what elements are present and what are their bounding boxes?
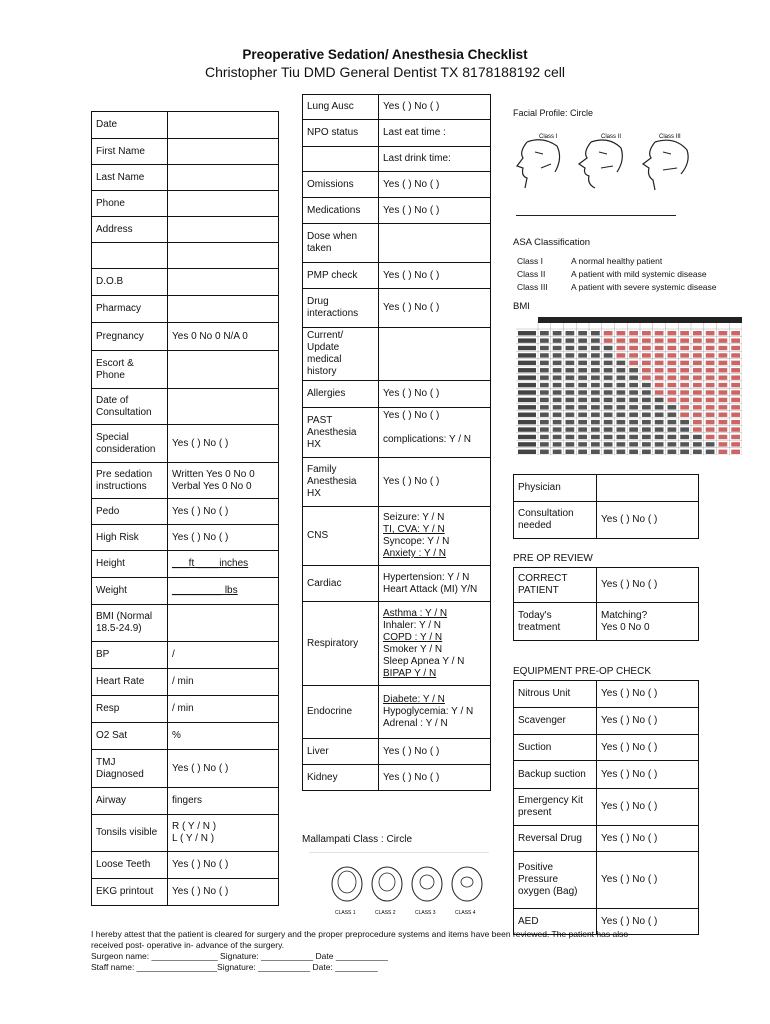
patient-info-label: BMI (Normal 18.5-24.9) (92, 605, 168, 642)
patient-info-value-field[interactable] (168, 165, 279, 191)
patient-info-value-field[interactable]: Yes ( ) No ( ) (168, 425, 279, 463)
history-row (303, 566, 491, 602)
history-value-field[interactable]: Yes ( ) No ( ) (379, 263, 491, 289)
history-label: Endocrine (303, 686, 379, 739)
facial-class-3-label: Class III (659, 134, 681, 140)
preop-row (514, 603, 699, 641)
patient-info-label: Loose Teeth (92, 852, 168, 879)
history-label: Current/ Update medical history (303, 328, 379, 381)
patient-info-row (92, 578, 279, 605)
equipment-row (514, 789, 699, 826)
history-row (303, 95, 491, 120)
patient-info-row (92, 463, 279, 499)
equipment-label: Suction (514, 735, 597, 761)
equipment-value-field[interactable]: Yes ( ) No ( ) (597, 681, 699, 708)
patient-info-label: Airway (92, 788, 168, 815)
history-row (303, 458, 491, 507)
asa-title: ASA Classification (513, 237, 591, 248)
patient-info-row (92, 642, 279, 669)
equipment-label: AED (514, 909, 597, 935)
patient-info-label: BP (92, 642, 168, 669)
facial-class-2-label: Class II (601, 134, 622, 140)
patient-info-value-field[interactable] (168, 191, 279, 217)
patient-info-row (92, 788, 279, 815)
asa-class: Class I (517, 256, 543, 266)
history-label (303, 147, 379, 172)
history-label: Allergies (303, 381, 379, 408)
surgeon-signature-line: Surgeon name: ______________ Signature: ___________ Date ___________ (91, 951, 388, 961)
history-value-field[interactable]: Yes ( ) No ( ) (379, 765, 491, 791)
facial-profile-figure (513, 128, 701, 196)
patient-info-label: Heart Rate (92, 669, 168, 696)
patient-info-row (92, 696, 279, 723)
history-row (303, 147, 491, 172)
patient-info-row (92, 605, 279, 642)
form-subtitle: Christopher Tiu DMD General Dentist TX 8178188192 cell (204, 64, 566, 80)
history-label: Dose when taken (303, 224, 379, 263)
history-label: CNS (303, 507, 379, 566)
equipment-value-field[interactable]: Yes ( ) No ( ) (597, 852, 699, 909)
history-label: NPO status (303, 120, 379, 147)
patient-info-label: EKG printout (92, 879, 168, 906)
asa-row (517, 255, 717, 268)
mallampati-mouth-1 (332, 867, 362, 916)
history-row (303, 381, 491, 408)
asa-row (517, 268, 717, 281)
patient-info-row (92, 879, 279, 906)
patient-info-label: Escort & Phone (92, 351, 168, 389)
patient-info-value-field[interactable] (168, 296, 279, 323)
patient-info-row (92, 525, 279, 551)
patient-info-row (92, 351, 279, 389)
history-label: Omissions (303, 172, 379, 198)
patient-info-value-field[interactable]: Written Yes 0 No 0 Verbal Yes 0 No 0 (168, 463, 279, 499)
history-row (303, 602, 491, 686)
patient-info-row (92, 165, 279, 191)
history-value-field[interactable]: Yes ( ) No ( ) (379, 198, 491, 224)
history-label: Family Anesthesia HX (303, 458, 379, 507)
history-value-field[interactable]: Yes ( ) No ( ) (379, 95, 491, 120)
asa-class: Class II (517, 269, 546, 279)
history-value-field[interactable]: Last eat time : (379, 120, 491, 147)
facial-profile-line (516, 215, 676, 216)
attestation-line-2: received post- operative in- advance of the surgery. (91, 940, 285, 950)
history-label: Kidney (303, 765, 379, 791)
patient-info-value-field[interactable]: / min (168, 669, 279, 696)
mallampati-figure (309, 852, 489, 916)
history-row (303, 263, 491, 289)
patient-info-value-field[interactable] (168, 243, 279, 269)
patient-info-value-field[interactable] (168, 139, 279, 165)
mallampati-mouth-4 (452, 867, 482, 916)
patient-info-row (92, 852, 279, 879)
patient-info-value-field[interactable] (168, 389, 279, 425)
mallampati-class-label: CLASS 2 (375, 910, 396, 916)
form-title: Preoperative Sedation/ Anesthesia Checklist (242, 47, 528, 62)
patient-info-value-field[interactable]: % (168, 723, 279, 750)
history-row (303, 289, 491, 328)
patient-info-value-field[interactable] (168, 269, 279, 296)
bmi-label: BMI (513, 301, 530, 312)
history-row (303, 328, 491, 381)
history-value-field[interactable]: Asthma : Y / N Inhaler: Y / N COPD : Y / N Smoker Y / N Sleep Apnea Y / N BIPAP Y / N (379, 602, 491, 686)
patient-info-label: Pharmacy (92, 296, 168, 323)
asa-desc: A normal healthy patient (571, 256, 663, 266)
history-row (303, 765, 491, 791)
physician-label: Consultation needed (514, 502, 597, 539)
physician-label: Physician (514, 475, 597, 502)
patient-info-value-field[interactable]: / min (168, 696, 279, 723)
patient-info-row (92, 191, 279, 217)
bmi-chart-image (516, 317, 742, 455)
patient-info-label: Pregnancy (92, 323, 168, 351)
patient-info-value-field[interactable]: ___ft ____inches (168, 551, 279, 578)
history-value-field[interactable]: Yes ( ) No ( ) (379, 381, 491, 408)
patient-info-label: Address (92, 217, 168, 243)
asa-class: Class III (517, 282, 548, 292)
patient-info-value-field[interactable]: R ( Y / N ) L ( Y / N ) (168, 815, 279, 852)
patient-info-value-field[interactable] (168, 112, 279, 139)
equipment-label: Nitrous Unit (514, 681, 597, 708)
patient-info-row (92, 389, 279, 425)
patient-info-value-field[interactable]: fingers (168, 788, 279, 815)
equipment-row (514, 681, 699, 708)
history-row (303, 198, 491, 224)
physician-table (513, 474, 699, 539)
history-value-field[interactable] (379, 224, 491, 263)
history-label: Medications (303, 198, 379, 224)
equipment-row (514, 761, 699, 789)
history-value-field[interactable]: Diabete: Y / N Hypoglycemia: Y / N Adrenal : Y / N (379, 686, 491, 739)
equipment-check-table (513, 680, 699, 935)
patient-info-row (92, 323, 279, 351)
history-label: Drug interactions (303, 289, 379, 328)
patient-info-value-field[interactable]: Yes ( ) No ( ) (168, 499, 279, 525)
patient-info-label (92, 243, 168, 269)
history-value-field[interactable]: Yes ( ) No ( ) (379, 172, 491, 198)
patient-info-row (92, 723, 279, 750)
history-value-field[interactable]: Hypertension: Y / N Heart Attack (MI) Y/N (379, 566, 491, 602)
attestation-footer (91, 929, 691, 973)
history-row (303, 739, 491, 765)
preop-label: CORRECT PATIENT (514, 568, 597, 603)
history-label: Respiratory (303, 602, 379, 686)
history-label: PMP check (303, 263, 379, 289)
patient-info-label: Phone (92, 191, 168, 217)
history-value-field[interactable]: Last drink time: (379, 147, 491, 172)
patient-info-row (92, 296, 279, 323)
equipment-row (514, 852, 699, 909)
preop-value-field[interactable]: Yes ( ) No ( ) (597, 568, 699, 603)
equipment-value-field[interactable]: Yes ( ) No ( ) (597, 761, 699, 789)
patient-info-label: Resp (92, 696, 168, 723)
patient-info-label: Weight (92, 578, 168, 605)
asa-list (517, 255, 717, 294)
history-row (303, 224, 491, 263)
history-label: Liver (303, 739, 379, 765)
patient-info-label: Pedo (92, 499, 168, 525)
patient-info-row (92, 425, 279, 463)
equipment-label: Backup suction (514, 761, 597, 789)
asa-desc: A patient with mild systemic disease (571, 269, 707, 279)
mallampati-label: Mallampati Class : Circle (302, 834, 413, 845)
patient-info-row (92, 269, 279, 296)
preop-label: Today's treatment (514, 603, 597, 641)
patient-info-value-field[interactable] (168, 217, 279, 243)
equipment-label: Emergency Kit present (514, 789, 597, 826)
equipment-value-field[interactable]: Yes ( ) No ( ) (597, 789, 699, 826)
equipment-label: Positive Pressure oxygen (Bag) (514, 852, 597, 909)
equipment-row (514, 735, 699, 761)
preop-review-title: PRE OP REVIEW (513, 553, 593, 564)
patient-info-row (92, 112, 279, 139)
preop-row (514, 568, 699, 603)
physician-row (514, 475, 699, 502)
history-value-field[interactable]: Seizure: Y / N TI, CVA: Y / N Syncope: Y / N Anxiety : Y / N (379, 507, 491, 566)
patient-info-row (92, 139, 279, 165)
patient-info-label: TMJ Diagnosed (92, 750, 168, 788)
equipment-value-field[interactable]: Yes ( ) No ( ) (597, 826, 699, 852)
patient-info-value-field[interactable]: Yes ( ) No ( ) (168, 879, 279, 906)
history-label: PAST Anesthesia HX (303, 408, 379, 458)
patient-info-value-field[interactable]: Yes ( ) No ( ) (168, 525, 279, 551)
mallampati-mouth-3 (412, 867, 442, 916)
facial-class-1-label: Class I (539, 134, 558, 140)
patient-info-row (92, 669, 279, 696)
patient-info-row (92, 243, 279, 269)
history-row (303, 120, 491, 147)
history-value-field[interactable]: Yes ( ) No ( ) (379, 739, 491, 765)
patient-info-label: First Name (92, 139, 168, 165)
patient-info-label: Height (92, 551, 168, 578)
patient-info-label: Last Name (92, 165, 168, 191)
patient-info-row (92, 551, 279, 578)
patient-info-value-field[interactable] (168, 605, 279, 642)
patient-info-value-field[interactable]: Yes 0 No 0 N/A 0 (168, 323, 279, 351)
history-row (303, 408, 491, 458)
history-label: Lung Ausc (303, 95, 379, 120)
mallampati-mouth-2 (372, 867, 402, 916)
history-value-field[interactable]: Yes ( ) No ( ) complications: Y / N (379, 408, 491, 458)
patient-info-row (92, 499, 279, 525)
equipment-label: Reversal Drug (514, 826, 597, 852)
patient-info-value-field[interactable]: / (168, 642, 279, 669)
preop-review-table (513, 567, 699, 641)
asa-row (517, 281, 717, 294)
equipment-title: EQUIPMENT PRE-OP CHECK (513, 666, 651, 677)
staff-signature-line: Staff name: _________________Signature: ___________ Date: _________ (91, 962, 378, 972)
history-value-field[interactable]: Yes ( ) No ( ) (379, 458, 491, 507)
mallampati-class-label: CLASS 4 (455, 910, 476, 916)
equipment-row (514, 826, 699, 852)
equipment-row (514, 708, 699, 735)
history-label: Cardiac (303, 566, 379, 602)
patient-info-row (92, 815, 279, 852)
patient-info-value-field[interactable]: _________ lbs (168, 578, 279, 605)
patient-info-label: Date (92, 112, 168, 139)
attestation-line-1: I hereby attest that the patient is cleared for surgery and the proper preprocedure systems and items have been reviewed. The patient has also (91, 929, 629, 939)
equipment-value-field[interactable]: Yes ( ) No ( ) (597, 735, 699, 761)
patient-info-label: Special consideration (92, 425, 168, 463)
equipment-label: Scavenger (514, 708, 597, 735)
asa-desc: A patient with severe systemic disease (571, 282, 717, 292)
patient-info-value-field[interactable] (168, 351, 279, 389)
equipment-value-field[interactable]: Yes ( ) No ( ) (597, 708, 699, 735)
history-row (303, 172, 491, 198)
physician-value-field[interactable]: Yes ( ) No ( ) (597, 502, 699, 539)
patient-info-value-field[interactable]: Yes ( ) No ( ) (168, 750, 279, 788)
physician-row (514, 502, 699, 539)
preop-value-field[interactable]: Matching? Yes 0 No 0 (597, 603, 699, 641)
patient-info-row (92, 217, 279, 243)
mallampati-class-label: CLASS 3 (415, 910, 436, 916)
medical-history-table (302, 94, 491, 791)
history-row (303, 507, 491, 566)
patient-info-label: O2 Sat (92, 723, 168, 750)
patient-info-table (91, 111, 279, 906)
history-value-field[interactable]: Yes ( ) No ( ) (379, 289, 491, 328)
mallampati-class-label: CLASS 1 (335, 910, 356, 916)
facial-profile-label: Facial Profile: Circle (513, 108, 594, 118)
history-value-field[interactable] (379, 328, 491, 381)
history-row (303, 686, 491, 739)
patient-info-label: High Risk (92, 525, 168, 551)
patient-info-value-field[interactable]: Yes ( ) No ( ) (168, 852, 279, 879)
patient-info-label: Pre sedation instructions (92, 463, 168, 499)
patient-info-label: D.O.B (92, 269, 168, 296)
physician-value-field[interactable] (597, 475, 699, 502)
patient-info-row (92, 750, 279, 788)
patient-info-label: Tonsils visible (92, 815, 168, 852)
equipment-value-field[interactable]: Yes ( ) No ( ) (597, 909, 699, 935)
patient-info-label: Date of Consultation (92, 389, 168, 425)
